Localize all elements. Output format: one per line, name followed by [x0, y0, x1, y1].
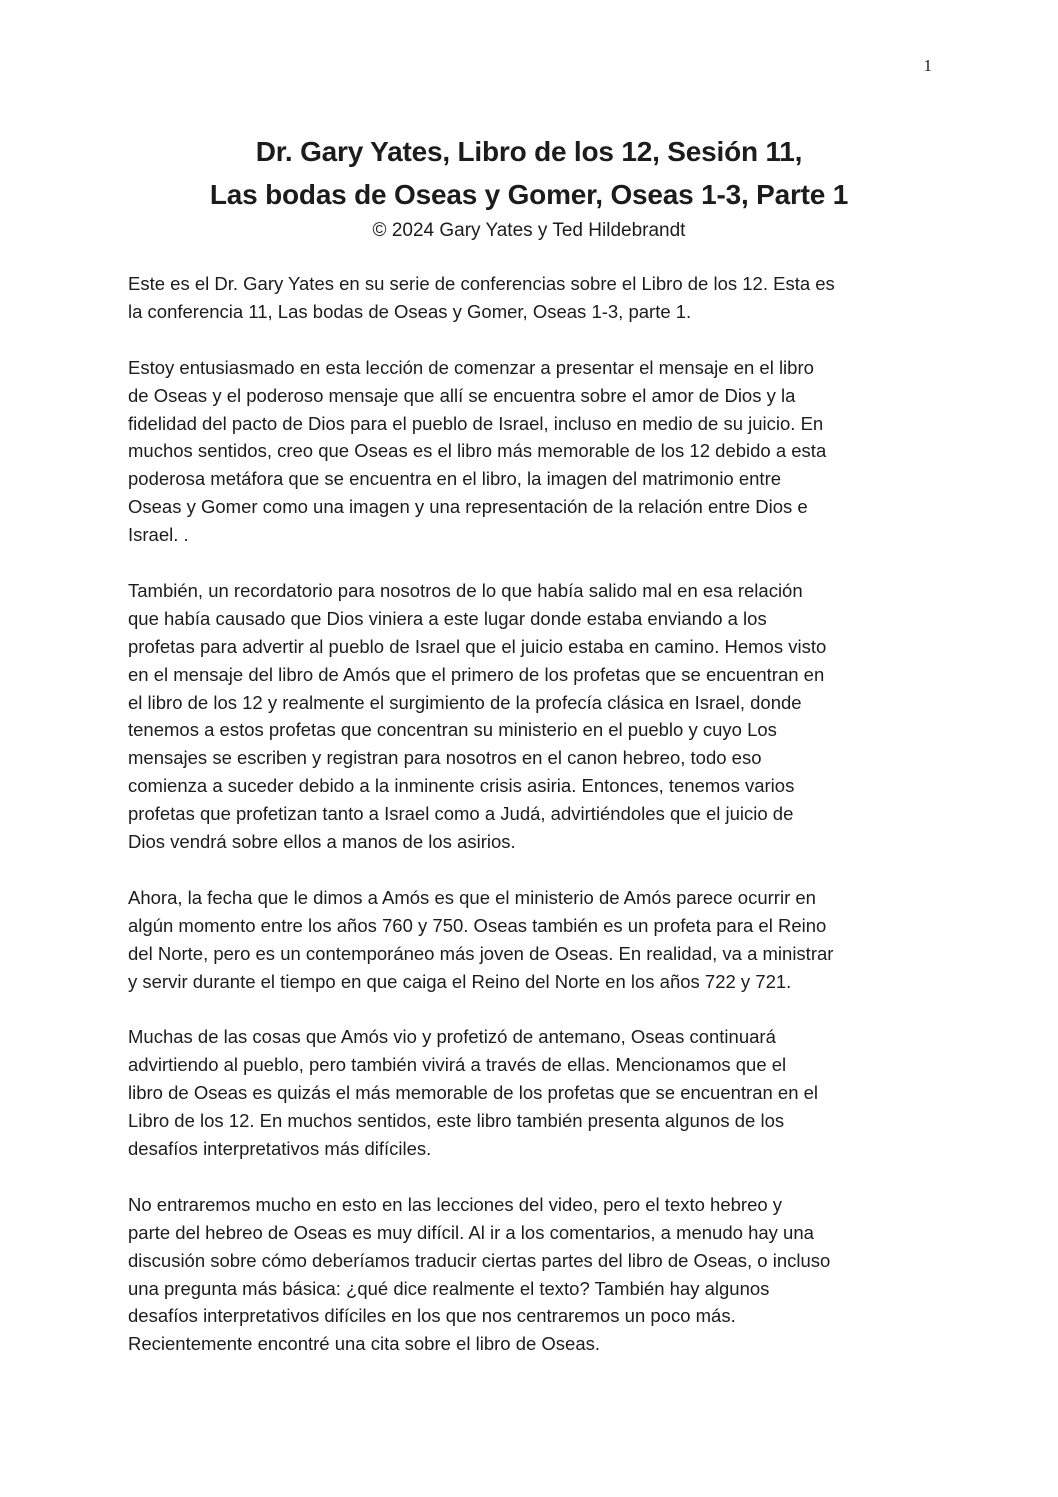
text-line: Dios vendrá sobre ellos a manos de los asirios.	[128, 831, 516, 853]
text-line: No entraremos mucho en esto en las lecciones del video, pero el texto hebreo y	[128, 1193, 783, 1215]
text-line: advirtiendo al pueblo, pero también vivirá a través de ellas. Mencionamos que el	[128, 1054, 787, 1076]
text-line: Recientemente encontré una cita sobre el libro de Oseas.	[128, 1333, 601, 1355]
text-line: y servir durante el tiempo en que caiga el Reino del Norte en los años 722 y 721.	[128, 970, 792, 992]
text-line: algún momento entre los años 760 y 750. Oseas también es un profeta para el Reino	[128, 914, 827, 936]
text-line: parte del hebreo de Oseas es muy difícil. Al ir a los comentarios, a menudo hay una	[128, 1221, 814, 1243]
paragraph-intro	[128, 270, 940, 326]
text-line: muchos sentidos, creo que Oseas es el libro más memorable de los 12 debido a esta	[128, 440, 827, 462]
text-line: libro de Oseas es quizás el más memorable de los profetas que se encuentran en el	[128, 1082, 819, 1104]
text-line: Este es el Dr. Gary Yates en su serie de conferencias sobre el Libro de los 12. Esta es	[128, 273, 835, 294]
document-header	[0, 130, 1058, 244]
text-line: que había causado que Dios viniera a este lugar donde estaba enviando a los	[128, 607, 767, 629]
text-line: comienza a suceder debido a la inminente crisis asiria. Entonces, tenemos varios	[128, 775, 795, 797]
text-line: desafíos interpretativos más difíciles.	[128, 1138, 432, 1160]
text-line: Oseas y Gomer como una imagen y una representación de la relación entre Dios e	[128, 496, 808, 518]
paragraph-reminder-relationship	[128, 577, 940, 856]
text-line: en el mensaje del libro de Amós que el primero de los profetas que se encuentran en	[128, 663, 825, 685]
text-line: Libro de los 12. En muchos sentidos, este libro también presenta algunos de los	[128, 1110, 785, 1132]
paragraph-memorable-book	[128, 1023, 940, 1163]
text-line: Israel. .	[128, 524, 189, 546]
text-line: una pregunta más básica: ¿qué dice realmente el texto? También hay algunos	[128, 1277, 770, 1299]
text-line: fidelidad del pacto de Dios para el pueblo de Israel, incluso en medio de su juicio. En	[128, 412, 824, 434]
text-line: discusión sobre cómo deberíamos traducir ciertas partes del libro de Oseas, o incluso	[128, 1249, 831, 1271]
text-line: de Oseas y el poderoso mensaje que allí se encuentra sobre el amor de Dios y la	[128, 384, 796, 406]
text-line: Estoy entusiasmado en esta lección de comenzar a presentar el mensaje en el libro	[128, 356, 814, 378]
text-line: profetas que profetizan tanto a Israel como a Judá, advirtiéndoles que el juicio de	[128, 803, 794, 825]
text-line: mensajes se escriben y registran para nosotros en el canon hebreo, todo eso	[128, 747, 762, 769]
document-title-line-2: Las bodas de Oseas y Gomer, Oseas 1-3, Parte 1	[209, 179, 849, 210]
copyright-line: © 2024 Gary Yates y Ted Hildebrandt	[372, 220, 686, 241]
text-line: el libro de los 12 y realmente el surgimiento de la profecía clásica en Israel, donde	[128, 691, 802, 713]
text-line: Ahora, la fecha que le dimos a Amós es que el ministerio de Amós parece ocurrir en	[128, 886, 816, 908]
document-title-line-1: Dr. Gary Yates, Libro de los 12, Sesión 11,	[255, 136, 803, 167]
text-line: tenemos a estos profetas que concentran su ministerio en el pueblo y cuyo Los	[128, 719, 777, 741]
text-line: desafíos interpretativos difíciles en los que nos centraremos un poco más.	[128, 1305, 736, 1327]
text-line: poderosa metáfora que se encuentra en el libro, la imagen del matrimonio entre	[128, 468, 782, 490]
text-line: del Norte, pero es un contemporáneo más joven de Oseas. En realidad, va a ministrar	[128, 942, 834, 964]
paragraph-message-of-hosea	[128, 354, 940, 549]
text-line: profetas para advertir al pueblo de Israel que el juicio estaba en camino. Hemos visto	[128, 635, 827, 657]
text-line: la conferencia 11, Las bodas de Oseas y Gomer, Oseas 1-3, parte 1.	[128, 300, 692, 322]
text-line: Muchas de las cosas que Amós vio y profetizó de antemano, Oseas continuará	[128, 1026, 776, 1048]
paragraph-dating-amos-hosea	[128, 884, 940, 996]
document-body	[128, 270, 940, 1386]
page-number: 1	[923, 56, 932, 75]
text-line: También, un recordatorio para nosotros de lo que había salido mal en esa relación	[128, 579, 803, 601]
paragraph-hebrew-text-difficulty	[128, 1191, 940, 1358]
